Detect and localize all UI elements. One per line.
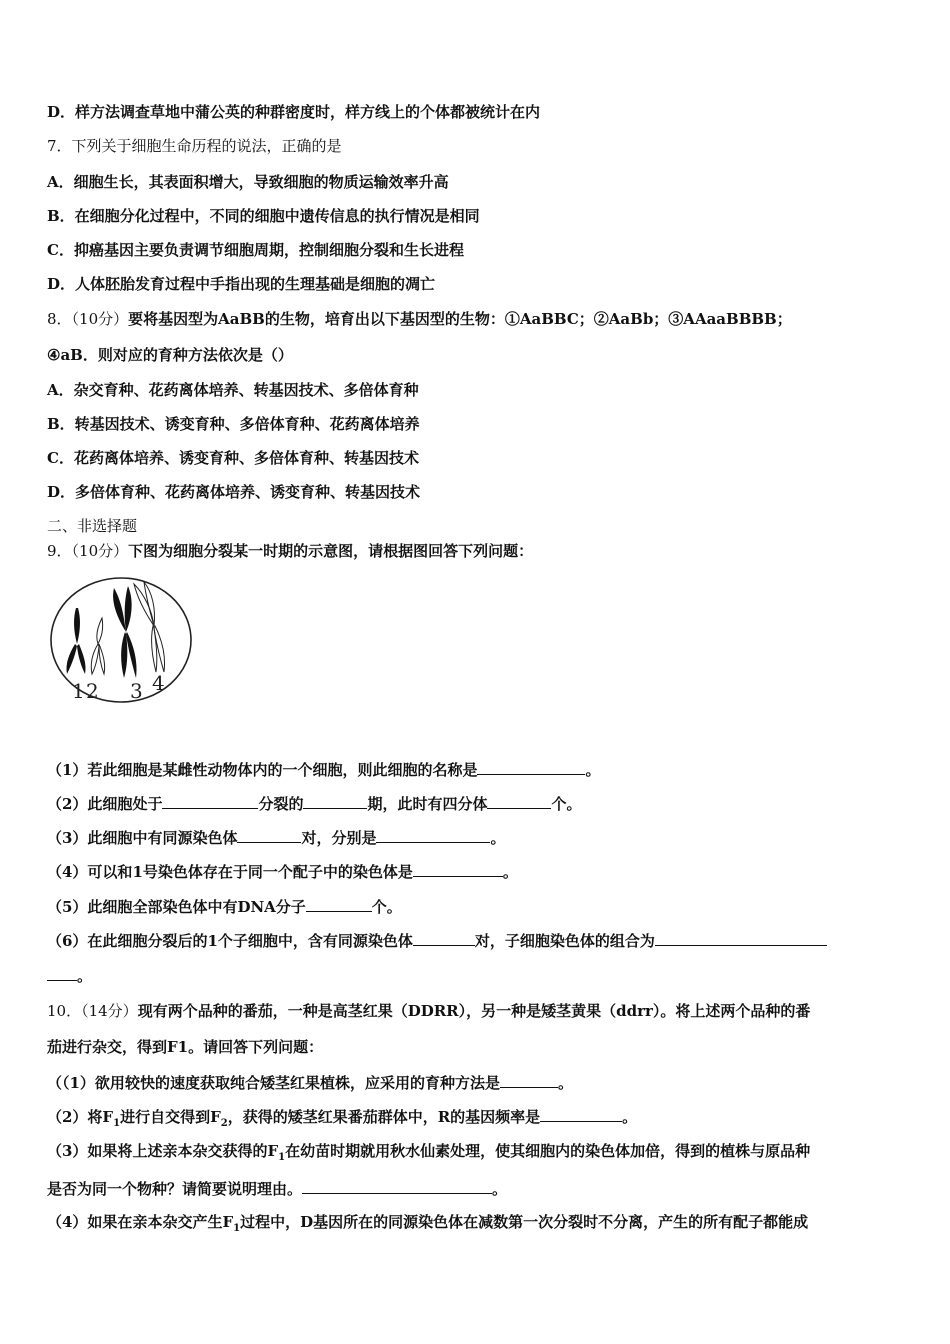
q10-p4-text-b: 过程中，D基因所在的同源染色体在减数第一次分裂时不分离，产生的所有配子都能成 <box>240 1213 809 1231</box>
q8-stem-line1 <box>47 309 792 329</box>
q9-stem <box>47 541 533 561</box>
q9-p2-text-b: 分裂的 <box>258 795 304 813</box>
q10-part-2 <box>47 1106 637 1127</box>
q9-part-3 <box>47 827 505 848</box>
q9-stem-text: 下图为细胞分裂某一时期的示意图，请根据图回答下列问题： <box>128 542 534 560</box>
q8-stem-line2: ④aB．则对应的育种方法依次是（） <box>47 346 293 364</box>
q9-p2-blank-2[interactable] <box>303 793 367 809</box>
chromosome-3 <box>113 586 136 678</box>
q9-p1-blank[interactable] <box>477 759 585 775</box>
q10-p1-blank[interactable] <box>500 1072 558 1088</box>
q7-stem: 7．下列关于细胞生命历程的说法，正确的是 <box>47 137 342 155</box>
q10-p2-text-a: （2）将F <box>47 1108 114 1126</box>
q9-p2-blank-3[interactable] <box>487 793 551 809</box>
q10-part-4 <box>47 1212 808 1232</box>
q10-stem-text: 现有两个品种的番茄，一种是高茎红果（DDRR），另一种是矮茎黄果（ddrr）。将上述两个品种的番 <box>137 1002 811 1020</box>
q7-option-d: D．人体胚胎发育过程中手指出现的生理基础是细胞的凋亡 <box>47 275 436 293</box>
q10-p2-sub1: 1 <box>113 1118 121 1129</box>
q7-option-c: C．抑癌基因主要负责调节细胞周期，控制细胞分裂和生长进程 <box>47 241 464 259</box>
q10-stem-line2: 茄进行杂交，得到F1。请回答下列问题： <box>47 1038 324 1056</box>
q9-part-6-cont <box>47 965 92 986</box>
q10-p1-end: 。 <box>557 1074 573 1092</box>
q10-p3-text-c: 是否为同一个物种？请简要说明理由。 <box>47 1180 303 1198</box>
q8-number: 8．（10分） <box>47 310 129 328</box>
q10-p3-sub: 1 <box>278 1152 286 1163</box>
q6-option-d: D．样方法调查草地中蒲公英的种群密度时，样方线上的个体都被统计在内 <box>47 103 541 121</box>
q10-number: 10．（14分） <box>47 1002 138 1020</box>
q9-p6-text-c: 。 <box>77 967 93 985</box>
q9-number: 9．（10分） <box>47 542 129 560</box>
q8-stem-text: 要将基因型为AaBB的生物，培育出以下基因型的生物：①AaBBC；②AaBb；③AAaaBBBB； <box>128 310 792 328</box>
chromosome-4 <box>134 582 165 672</box>
q8-option-a: A．杂交育种、花药离体培养、转基因技术、多倍体育种 <box>47 381 419 399</box>
q7-option-a: A．细胞生长，其表面积增大，导致细胞的物质运输效率升高 <box>47 173 449 191</box>
q9-p3-blank-1[interactable] <box>237 827 301 843</box>
q9-part-2 <box>47 793 582 814</box>
chromosome-label-4: 4 <box>152 671 165 695</box>
q9-part-5 <box>47 896 402 917</box>
q9-p4-text-a: （4）可以和1号染色体存在于同一个配子中的染色体是 <box>47 863 413 881</box>
q9-p1-text: （1）若此细胞是某雌性动物体内的一个细胞，则此细胞的名称是 <box>47 761 478 779</box>
q9-p5-blank[interactable] <box>306 896 372 912</box>
q10-part-3-cont <box>47 1178 507 1199</box>
q10-p4-sub: 1 <box>233 1223 241 1234</box>
q10-p3-text-b: 在幼苗时期就用秋水仙素处理，使其细胞内的染色体加倍，得到的植株与原品种 <box>285 1142 811 1160</box>
chromosome-1 <box>66 608 85 674</box>
q8-option-d: D．多倍体育种、花药离体培养、诱变育种、转基因技术 <box>47 483 421 501</box>
chromosome-label-2: 2 <box>86 679 99 703</box>
q9-p6-text-b: 对，子细胞染色体的组合为 <box>474 932 655 950</box>
q8-option-c: C．花药离体培养、诱变育种、多倍体育种、转基因技术 <box>47 449 419 467</box>
chromosome-label-1: 1 <box>72 679 85 703</box>
q9-part-4 <box>47 861 518 882</box>
q9-p6-blank-2-cont[interactable] <box>47 965 77 981</box>
q9-p2-text-a: （2）此细胞处于 <box>47 795 163 813</box>
q10-p2-blank[interactable] <box>540 1106 622 1122</box>
q9-p4-blank[interactable] <box>413 861 503 877</box>
q10-p1-text: （（1）欲用较快的速度获取纯合矮茎红果植株，应采用的育种方法是 <box>47 1074 500 1092</box>
q9-p4-text-b: 。 <box>502 863 518 881</box>
q10-part-1 <box>47 1072 573 1093</box>
q10-p2-text-d: 。 <box>622 1108 638 1126</box>
q10-p3-text-d: 。 <box>492 1180 508 1198</box>
q9-p3-text-a: （3）此细胞中有同源染色体 <box>47 829 238 847</box>
q7-option-b: B．在细胞分化过程中，不同的细胞中遗传信息的执行情况是相同 <box>47 207 480 225</box>
q10-p2-text-b: 进行自交得到F <box>120 1108 221 1126</box>
q9-p6-text-a: （6）在此细胞分裂后的1个子细胞中，含有同源染色体 <box>47 932 413 950</box>
q9-p3-text-c: 。 <box>490 829 506 847</box>
q10-stem-line1 <box>47 1001 810 1021</box>
cell-division-figure <box>48 574 194 704</box>
section-heading-non-choice: 二、非选择题 <box>47 517 138 535</box>
q10-p3-text-a: （3）如果将上述亲本杂交获得的F <box>47 1142 279 1160</box>
q9-p5-text-a: （5）此细胞全部染色体中有DNA分子 <box>47 898 306 916</box>
q9-p6-blank-2[interactable] <box>655 930 827 946</box>
chromosome-2 <box>91 618 104 674</box>
q9-part-6 <box>47 930 827 951</box>
q9-p2-text-c: 期，此时有四分体 <box>367 795 488 813</box>
q10-p2-sub2: 2 <box>220 1118 228 1129</box>
q9-p6-blank-1[interactable] <box>413 930 475 946</box>
q9-p3-text-b: 对，分别是 <box>301 829 377 847</box>
q9-p2-text-d: 个。 <box>551 795 582 813</box>
q9-p3-blank-2[interactable] <box>376 827 490 843</box>
q9-p2-blank-1[interactable] <box>162 793 258 809</box>
chromosome-label-3: 3 <box>130 679 143 703</box>
q10-part-3 <box>47 1141 810 1161</box>
q9-p5-text-b: 个。 <box>371 898 402 916</box>
q10-p2-text-c: ，获得的矮茎红果番茄群体中，R的基因频率是 <box>227 1108 541 1126</box>
q9-part-1 <box>47 759 600 780</box>
q10-p4-text-a: （4）如果在亲本杂交产生F <box>47 1213 234 1231</box>
q10-p3-blank[interactable] <box>302 1178 492 1194</box>
q8-option-b: B．转基因技术、诱变育种、多倍体育种、花药离体培养 <box>47 415 420 433</box>
q9-p1-end: 。 <box>585 761 601 779</box>
